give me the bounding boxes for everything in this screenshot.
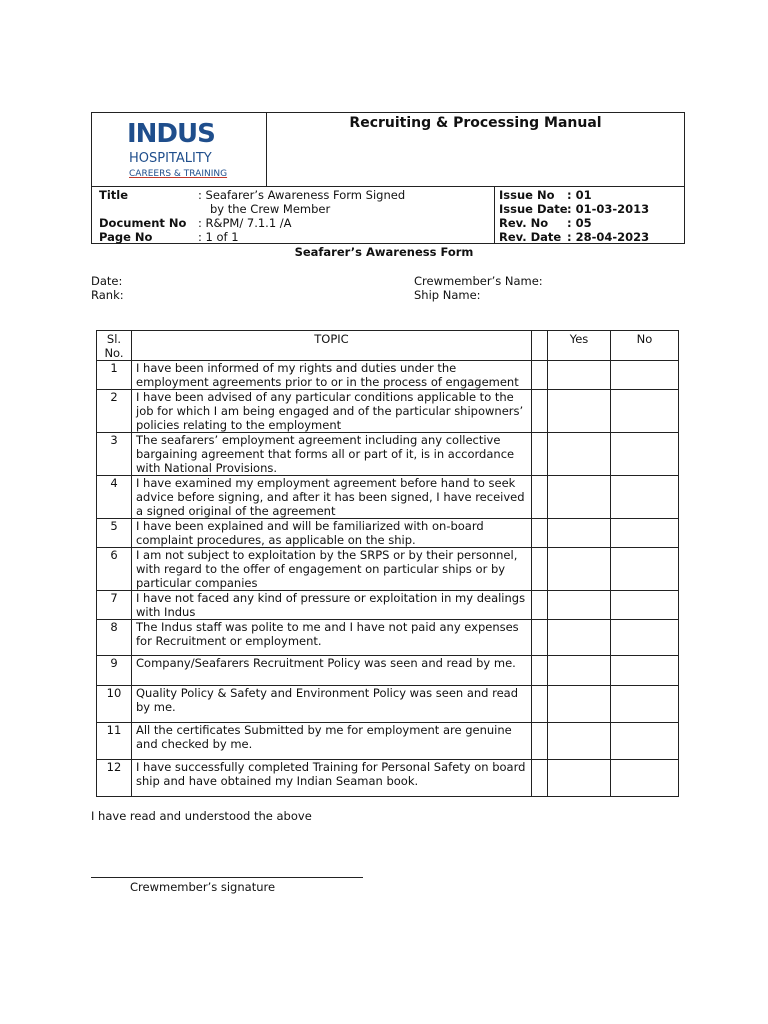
logo-careers: CAREERS & TRAINING — [129, 169, 228, 179]
title-value-1: : Seafarer’s Awareness Form Signed — [198, 188, 406, 202]
yes-cell[interactable] — [548, 760, 611, 797]
row-number: 4 — [97, 476, 132, 519]
row-number: 5 — [97, 519, 132, 548]
docno-value: : R&PM/ 7.1.1 /A — [198, 216, 292, 230]
yes-cell[interactable] — [548, 433, 611, 476]
pageno-label: Page No — [99, 230, 153, 244]
yes-cell[interactable] — [548, 361, 611, 390]
rank-label: Rank: — [91, 288, 124, 302]
no-cell[interactable] — [611, 548, 679, 591]
table-row — [97, 433, 679, 476]
blank-cell — [532, 620, 548, 656]
logo-brand: INDUS — [127, 119, 215, 149]
row-topic: The seafarers’ employment agreement including any collective bargaining agreement that forms all or part of it, is in accordance with National Provisions. — [132, 433, 532, 476]
yes-cell[interactable] — [548, 476, 611, 519]
table-row — [97, 620, 679, 656]
table-row — [97, 591, 679, 620]
yes-cell[interactable] — [548, 620, 611, 656]
sl-no-header — [97, 331, 132, 361]
issue-no-label: Issue No — [499, 188, 555, 202]
row-topic: I have not faced any kind of pressure or exploitation in my dealings with Indus — [132, 591, 532, 620]
sl-header-line1: Sl. — [106, 332, 122, 346]
row-number: 11 — [97, 723, 132, 760]
no-header: No — [611, 331, 679, 361]
blank-cell — [532, 723, 548, 760]
yes-cell[interactable] — [548, 519, 611, 548]
row-number: 12 — [97, 760, 132, 797]
table-row — [97, 476, 679, 519]
title-row — [99, 188, 128, 202]
crew-name-label: Crewmember’s Name: — [414, 274, 543, 288]
yes-cell[interactable] — [548, 390, 611, 433]
title-label: Title — [99, 188, 129, 202]
row-topic: All the certificates Submitted by me for employment are genuine and checked by me. — [132, 723, 532, 760]
rev-date-label: Rev. Date — [499, 230, 562, 244]
table-row — [97, 390, 679, 433]
no-cell[interactable] — [611, 591, 679, 620]
issue-no-value: : 01 — [567, 188, 592, 202]
ship-name-label: Ship Name: — [414, 288, 481, 302]
no-cell[interactable] — [611, 519, 679, 548]
table-row — [97, 686, 679, 723]
row-number: 8 — [97, 620, 132, 656]
row-number: 6 — [97, 548, 132, 591]
table-row — [97, 760, 679, 797]
rev-no-value: : 05 — [567, 216, 592, 230]
row-number: 2 — [97, 390, 132, 433]
blank-cell — [532, 656, 548, 686]
blank-cell — [532, 591, 548, 620]
document-header — [91, 112, 685, 244]
issue-date-label: Issue Date — [499, 202, 568, 216]
logo-hospitality: HOSPITALITY — [129, 151, 212, 166]
table-row — [97, 519, 679, 548]
row-topic: I have been advised of any particular conditions applicable to the job for which I am being engaged and of the particular shipowners’ policies relating to the employment — [132, 390, 532, 433]
row-topic: I have been explained and will be familiarized with on-board complaint procedures, as applicable on the ship. — [132, 519, 532, 548]
row-topic: I have examined my employment agreement before hand to seek advice before signing, and after it has been signed, I have received a signed original of the agreement — [132, 476, 532, 519]
no-cell[interactable] — [611, 723, 679, 760]
blank-cell — [532, 433, 548, 476]
form-heading: Seafarer’s Awareness Form — [294, 245, 474, 259]
table-row — [97, 723, 679, 760]
blank-cell — [532, 476, 548, 519]
signature-line[interactable] — [91, 877, 363, 878]
row-topic: I am not subject to exploitation by the SRPS or by their personnel, with regard to the offer of engagement on particular ships or by particular companies — [132, 548, 532, 591]
row-number: 9 — [97, 656, 132, 686]
sl-header-line2: No. — [104, 346, 124, 360]
table-row — [97, 548, 679, 591]
info-divider — [494, 186, 495, 244]
yes-cell[interactable] — [548, 548, 611, 591]
row-number: 1 — [97, 361, 132, 390]
pageno-value: : 1 of 1 — [198, 230, 239, 244]
blank-cell — [532, 548, 548, 591]
signature-label: Crewmember’s signature — [130, 880, 276, 894]
acknowledgement-text: I have read and understood the above — [91, 809, 312, 823]
no-cell[interactable] — [611, 686, 679, 723]
rev-no-label: Rev. No — [499, 216, 549, 230]
row-topic: Company/Seafarers Recruitment Policy was seen and read by me. — [132, 656, 532, 686]
no-cell[interactable] — [611, 620, 679, 656]
row-number: 3 — [97, 433, 132, 476]
yes-cell[interactable] — [548, 723, 611, 760]
row-topic: I have been informed of my rights and duties under the employment agreements prior to or in the process of engagement — [132, 361, 532, 390]
no-cell[interactable] — [611, 760, 679, 797]
no-cell[interactable] — [611, 656, 679, 686]
row-number: 7 — [97, 591, 132, 620]
blank-cell — [532, 760, 548, 797]
header-divider — [92, 186, 684, 187]
table-row — [97, 361, 679, 390]
no-cell[interactable] — [611, 476, 679, 519]
date-label: Date: — [91, 274, 123, 288]
no-cell[interactable] — [611, 433, 679, 476]
row-topic: The Indus staff was polite to me and I have not paid any expenses for Recruitment or employment. — [132, 620, 532, 656]
row-number: 10 — [97, 686, 132, 723]
yes-cell[interactable] — [548, 686, 611, 723]
no-cell[interactable] — [611, 390, 679, 433]
issue-date-value: : 01-03-2013 — [567, 202, 650, 216]
blank-cell — [532, 361, 548, 390]
blank-cell — [532, 519, 548, 548]
awareness-table — [96, 330, 679, 797]
title-value-2: by the Crew Member — [210, 202, 331, 216]
logo-cell — [92, 113, 267, 187]
yes-header: Yes — [548, 331, 611, 361]
blank-cell — [532, 686, 548, 723]
blank-cell — [532, 390, 548, 433]
docno-label: Document No — [99, 216, 187, 230]
row-topic: I have successfully completed Training for Personal Safety on board ship and have obtained my Indian Seaman book. — [132, 760, 532, 797]
blank-header — [532, 331, 548, 361]
row-topic: Quality Policy & Safety and Environment Policy was seen and read by me. — [132, 686, 532, 723]
table-header-row — [97, 331, 679, 361]
no-cell[interactable] — [611, 361, 679, 390]
manual-title: Recruiting & Processing Manual — [349, 115, 602, 131]
indus-logo — [127, 119, 237, 183]
topic-header: TOPIC — [132, 331, 532, 361]
table-row — [97, 656, 679, 686]
yes-cell[interactable] — [548, 591, 611, 620]
yes-cell[interactable] — [548, 656, 611, 686]
rev-date-value: : 28-04-2023 — [567, 230, 650, 244]
